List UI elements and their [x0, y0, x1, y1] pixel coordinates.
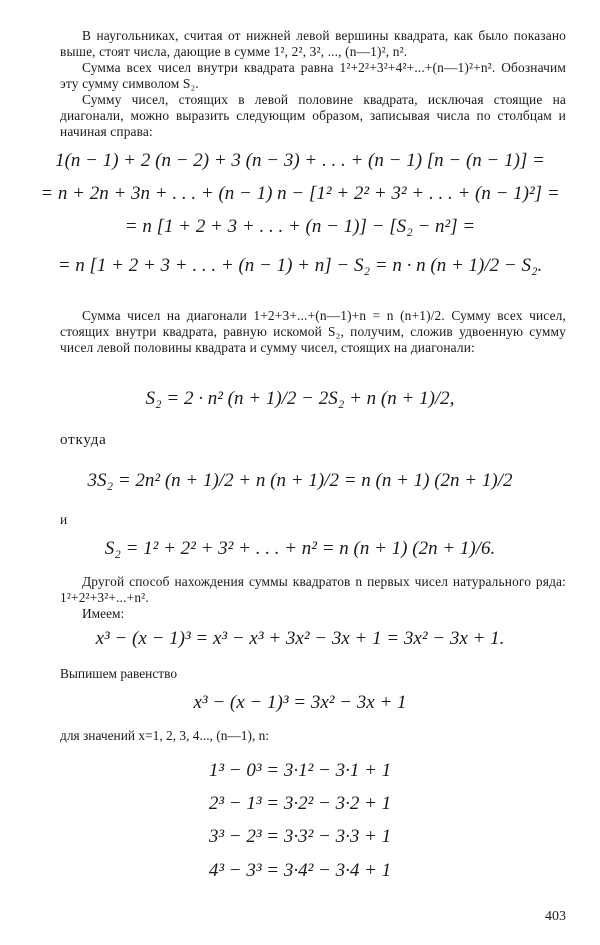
- equation-3: = n [1 + 2 + 3 + . . . + (n − 1)] − [S₂ − n²] =: [124, 216, 476, 237]
- paragraph-4: Сумма чисел на диагонали 1+2+3+...+(n—1)+n = n (n+1)/2. Сумму всех чисел, стоящих внутри квадрата, равную искомой S₂, получим, сложив удвоенную сумму чисел левой половины квадрата и сумму чисел, стоящих на диагонали:: [60, 308, 566, 355]
- equation-11: 2³ − 1³ = 3·2² − 3·2 + 1: [208, 793, 392, 814]
- equation-8: x³ − (x − 1)³ = x³ − x³ + 3x² − 3x + 1 = 3x² − 3x + 1.: [95, 628, 505, 649]
- equation-13: 4³ − 3³ = 3·4² − 3·4 + 1: [208, 860, 392, 881]
- text-vypishem: Выпишем равенство: [60, 666, 178, 681]
- word-imeem: Имеем:: [82, 606, 125, 621]
- paragraph-1: В наугольниках, считая от нижней левой вершины квадрата, как было показано выше, стоят числа, дающие в сумме 1², 2², 3², ..., (n—1)², n².: [60, 28, 566, 59]
- equation-4: = n [1 + 2 + 3 + . . . + (n − 1) + n] − S₂ = n · n (n + 1)/2 − S₂.: [57, 255, 543, 276]
- paragraph-5: Другой способ нахождения суммы квадратов n первых чисел натурального ряда: 1²+2²+3²+...+n².: [60, 574, 566, 605]
- equation-12: 3³ − 2³ = 3·3² − 3·3 + 1: [208, 826, 392, 847]
- equation-5: S₂ = 2 · n² (n + 1)/2 − 2S₂ + n (n + 1)/2,: [145, 388, 455, 409]
- paragraph-2: Сумма всех чисел внутри квадрата равна 1²+2²+3²+4²+...+(n—1)²+n². Обозначим эту сумму символом S₂.: [60, 60, 566, 91]
- equation-1: 1(n − 1) + 2 (n − 2) + 3 (n − 3) + . . . + (n − 1) [n − (n − 1)] =: [55, 150, 545, 171]
- equation-10: 1³ − 0³ = 3·1² − 3·1 + 1: [208, 760, 392, 781]
- page-number: 403: [545, 909, 566, 924]
- word-otkuda: откуда: [60, 432, 107, 448]
- equation-7: S₂ = 1² + 2² + 3² + . . . + n² = n (n + 1) (2n + 1)/6.: [104, 538, 496, 559]
- text-dlya-znacheniy: для значений x=1, 2, 3, 4..., (n—1), n:: [60, 728, 270, 743]
- paragraph-3: Сумму чисел, стоящих в левой половине квадрата, исключая стоящие на диагонали, можно выразить следующим образом, записывая числа по столбцам и начиная справа:: [60, 92, 566, 139]
- equation-2: = n + 2n + 3n + . . . + (n − 1) n − [1² + 2² + 3² + . . . + (n − 1)²] =: [40, 183, 560, 204]
- word-i: и: [60, 512, 68, 527]
- equation-6: 3S₂ = 2n² (n + 1)/2 + n (n + 1)/2 = n (n + 1) (2n + 1)/2: [87, 470, 513, 491]
- equation-9: x³ − (x − 1)³ = 3x² − 3x + 1: [193, 692, 407, 713]
